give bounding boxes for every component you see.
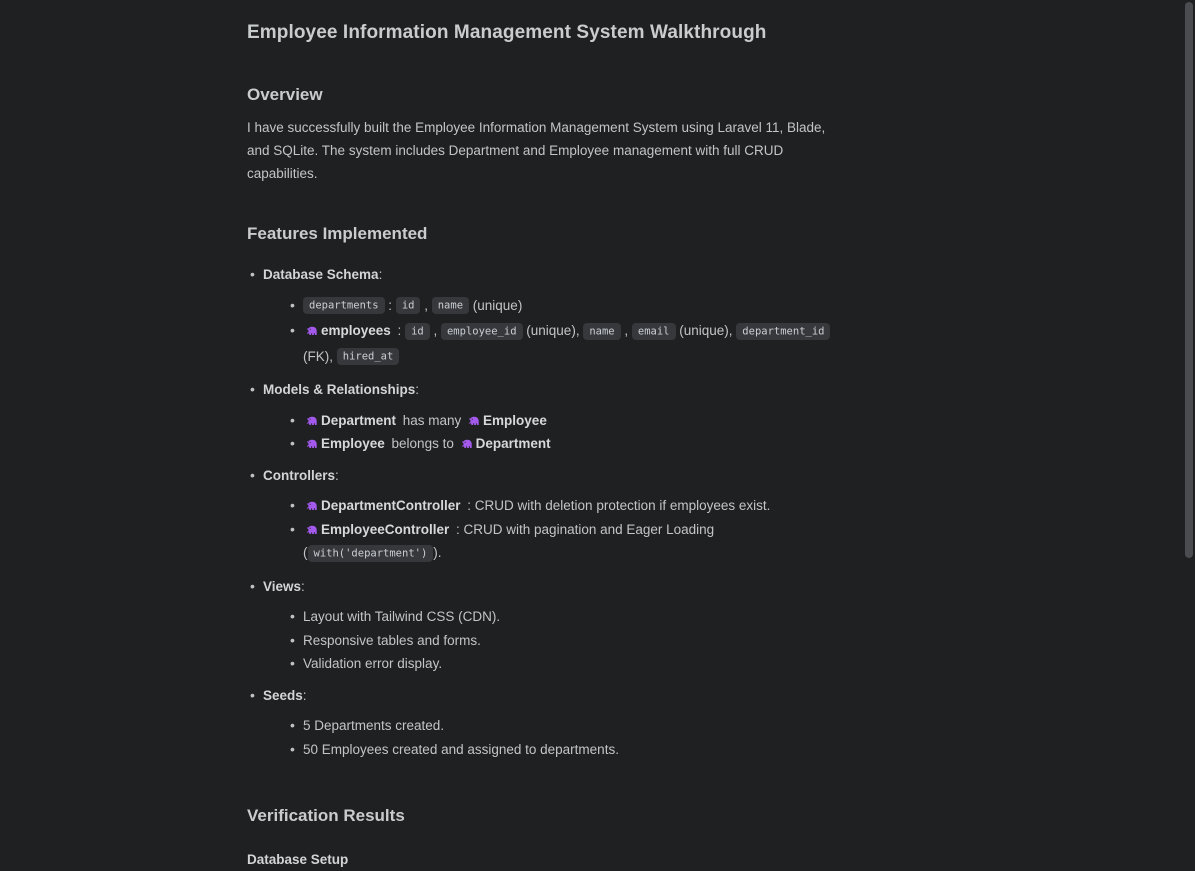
php-file-icon <box>468 415 480 427</box>
text-run: : <box>302 687 307 703</box>
php-file-icon <box>306 524 318 536</box>
file-name: Department <box>475 436 551 451</box>
item-label: Seeds <box>263 687 303 703</box>
models-sublist <box>263 409 844 456</box>
text-run: : <box>415 382 420 397</box>
file-name: employees <box>321 323 391 338</box>
php-file-icon <box>306 415 318 427</box>
document-body <box>247 0 844 871</box>
file-name: Employee <box>321 436 385 451</box>
list-item: • Layout with Tailwind CSS (CDN). <box>303 605 844 629</box>
text-run: : <box>335 467 339 483</box>
item-label: Controllers <box>263 467 336 483</box>
text-run: : <box>384 297 396 313</box>
inline-code-chip: with('department') <box>308 545 434 562</box>
list-item-employee-controller <box>303 518 844 567</box>
text-run: belongs to <box>387 436 458 451</box>
section-heading-features: Features Implemented <box>247 224 428 243</box>
item-label: Database Schema <box>263 267 379 282</box>
controllers-sublist <box>263 494 844 567</box>
views-sublist <box>263 605 844 676</box>
file-name: Department <box>321 412 397 428</box>
inline-code-chip: name <box>432 297 469 314</box>
list-item-employees-table <box>303 319 844 370</box>
features-list <box>247 263 844 761</box>
item-label: Views <box>263 578 302 594</box>
text-run: (unique), <box>675 323 737 338</box>
inline-code-chip: department_id <box>736 323 830 340</box>
text-run: has many <box>399 412 466 428</box>
file-reference-employee-controller[interactable] <box>306 518 449 542</box>
list-item: • 5 Departments created. <box>303 714 844 738</box>
text-run: (unique) <box>469 297 523 313</box>
inline-code-chip: employee_id <box>441 323 523 340</box>
php-file-icon <box>306 500 318 512</box>
text-run: (unique), <box>522 323 584 338</box>
file-reference-employee[interactable] <box>306 432 385 456</box>
inline-code-chip: hired_at <box>337 348 400 365</box>
list-item-employee-belongs-to <box>303 432 844 456</box>
inline-code-chip: email <box>632 323 676 340</box>
scrollbar-thumb[interactable] <box>1185 2 1193 558</box>
list-item-controllers <box>263 464 844 567</box>
text-run: : CRUD with pagination and Eager Loading <box>452 521 715 537</box>
item-label: Models & Relationships <box>263 382 416 397</box>
file-reference-department[interactable] <box>306 409 396 433</box>
file-name: Employee <box>483 412 547 428</box>
text-run: , <box>429 323 441 338</box>
text-run: ). <box>433 545 442 560</box>
list-item-database-schema <box>263 263 844 370</box>
inline-code-chip: id <box>405 323 430 340</box>
list-item: • 50 Employees created and assigned to departments. <box>303 738 844 762</box>
list-item-department-controller <box>303 494 844 518</box>
page-title: Employee Information Management System Walkthrough <box>247 22 767 43</box>
inline-code-chip: id <box>396 297 421 314</box>
text-run: , <box>420 297 432 313</box>
file-reference-department-controller[interactable] <box>306 494 461 518</box>
file-reference-employees[interactable] <box>306 319 391 343</box>
list-item-department-has-many <box>303 409 844 433</box>
text-run: : <box>393 323 406 338</box>
text-run: (FK), <box>303 348 337 364</box>
text-run: : <box>301 578 305 594</box>
list-item-models-relationships <box>263 378 844 456</box>
file-name: EmployeeController <box>321 521 450 537</box>
clipped-bottom-line: Database Setup <box>247 852 349 867</box>
text-run: ( <box>303 545 308 560</box>
section-heading-overview: Overview <box>247 85 323 104</box>
list-item: • Validation error display. <box>303 652 844 676</box>
php-file-icon <box>306 438 318 450</box>
text-run: , <box>620 323 632 338</box>
schema-sublist <box>263 294 844 371</box>
list-item-departments-table <box>303 294 844 320</box>
section-heading-verification: Verification Results <box>247 806 405 825</box>
list-item: • Responsive tables and forms. <box>303 629 844 653</box>
file-name: DepartmentController <box>321 498 461 513</box>
list-item-views <box>263 575 844 676</box>
text-run: : <box>378 267 383 282</box>
code-parenthetical <box>303 545 442 560</box>
seeds-sublist <box>263 714 844 761</box>
file-reference-employee[interactable] <box>468 409 547 433</box>
file-reference-department[interactable] <box>461 432 551 456</box>
php-file-icon <box>306 325 318 337</box>
php-file-icon <box>461 438 473 450</box>
inline-code-chip: departments <box>303 297 385 314</box>
list-item-seeds <box>263 684 844 762</box>
overview-paragraph: I have successfully built the Employee Information Management System using Laravel 11, Blade, and SQLite. The system includes Department and Employee management with full CRUD capabilities. <box>247 120 826 181</box>
text-run: : CRUD with deletion protection if employees exist. <box>463 498 771 513</box>
inline-code-chip: name <box>583 323 620 340</box>
